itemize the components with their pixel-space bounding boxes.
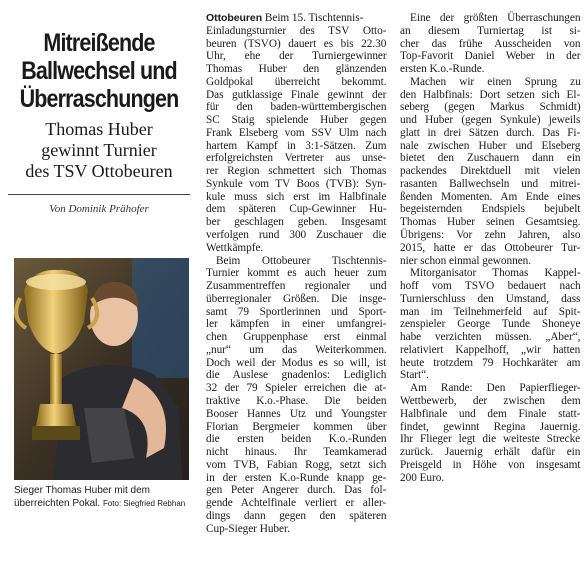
article-line: samt 79 Sportlerinnen und Sport- (206, 305, 387, 318)
article-line: Eine der größten Überraschungen (410, 12, 581, 24)
trophy-photo-illustration (14, 258, 189, 480)
article-line: Synkule vom TV Boos (TVB): Syn- (206, 177, 387, 190)
article-line: zurück. Jauernig erhält dafür ein (400, 446, 581, 459)
divider (8, 194, 190, 195)
article-line: verfolgen rund 300 Zuschauer die (206, 229, 387, 242)
article-line: gen Peter Angerer durch. Das fol- (206, 484, 387, 497)
article-column-1 (206, 12, 388, 535)
article-line: vom TVB, Fabian Rogg, setzt sich (206, 458, 387, 471)
article-line: Cup-Sieger Huber. (206, 522, 290, 535)
article-line: Zusammentreffen regionaler und (206, 280, 387, 293)
article-line: Top-Favorit Daniel Weber in der (400, 50, 581, 63)
article-line: erfolgreichsten Vertreter aus unse- (206, 152, 387, 165)
article-line: ersten K.o.-Runde. (400, 63, 485, 76)
article-line: SC Staig spielende Huber gegen (206, 114, 387, 127)
article-line: begeisternden Endspiels bejubelt (400, 203, 581, 216)
subheadline-line: gewinnt Turnier (41, 140, 157, 160)
dateline: Ottobeuren (206, 12, 263, 24)
article-line: habe verzichten müssen. „Aber“, (400, 331, 581, 344)
article-line: Ottobeuren Beim 15. Tischtennis- (206, 12, 364, 24)
article-line: Übrigens: Vor zehn Jahren, also (400, 229, 581, 242)
headline (19, 29, 179, 113)
article-line: glatt in drei Sätzen durch. Das Fi- (400, 126, 581, 139)
article-line: bietet den Zuschauern dann ein (400, 152, 581, 165)
article-line: hartem Kampf in 3:1-Sätzen. Zum (206, 139, 387, 152)
photo-caption (14, 484, 190, 510)
article-line: Turnierschluss den Umstand, dass (400, 292, 581, 305)
article-line: Thomas Huber seinen Gesamtsieg. (400, 216, 581, 229)
article-line: Doch weil der Modus es so will, ist (206, 356, 387, 369)
article-line: für den baden-württembergischen (206, 101, 387, 114)
article-line: kule muss sich erst im Halbfinale (206, 190, 387, 203)
article-line: Ihr Flieger legt die weiteste Strecke (400, 433, 581, 446)
article-line: Wettkämpfe. (206, 241, 264, 254)
article-line: die Auslese gnadenlos: Lediglich (206, 369, 387, 382)
article-line: gende Achtelfinale verliert er aller- (206, 497, 387, 510)
article-line: ler kämpfen in einer umfangrei- (206, 318, 387, 331)
article-line: ßenden Momenten. Am Ende eines (400, 190, 581, 203)
article-line: Booser Hannes Utz und Youngster (206, 407, 387, 420)
article-line: seberg (gegen Markus Schmidt) (400, 101, 581, 114)
subheadline (6, 119, 192, 182)
article-line: ber geschlagen geben. Insgesamt (206, 216, 387, 229)
article-line: dem späteren Cup-Gewinner Hu- (206, 203, 387, 216)
headline-line: Mitreißende (43, 29, 155, 57)
article-line: den Halbfinals: Dort setzen sich El- (400, 88, 581, 101)
article-line: Florian Bergmeier kommen über (206, 420, 387, 433)
article-line: 200 Euro. (400, 471, 445, 484)
article-line: rasanten Ballwechseln und mitrei- (400, 177, 581, 190)
article-line: Turnier kommt es auch heuer zum (206, 267, 387, 280)
article-line: und Huber (gegen Synkule) jeweils (400, 114, 581, 127)
photo-credit: Foto: Siegfried Rebhan (102, 499, 186, 508)
article-line: rer Region schmettert sich Thomas (206, 165, 387, 178)
article-column-2 (400, 12, 582, 484)
article-line: beuren (TSVO) dauert es bis 22.30 (206, 37, 387, 50)
article-line: Halbfinale und dem Finale statt- (400, 407, 581, 420)
article-line: chen Gruppenphase erst einmal (206, 331, 387, 344)
article-line: relativiert Kappelhoff, „wir hatten (400, 343, 581, 356)
article-line: Einladungsturnier des TSV Otto- (206, 24, 387, 37)
article-line: 2015, hatte er das Ottobeurer Tur- (400, 241, 581, 254)
article-line: nier schon einmal gewonnen. (400, 254, 532, 267)
article-line: die ersten beiden K.o.-Runden (206, 433, 387, 446)
headline-line: Überraschungen (19, 85, 179, 113)
winner-photo (14, 258, 189, 480)
article-line: zenspieler George Tunde Shoneye (400, 318, 581, 331)
caption-text: Sieger Thomas Huber mit dem überreichten Pokal. (14, 485, 150, 509)
article-line: Machen wir einen Sprung zu (410, 75, 581, 88)
article-line: Start“. (400, 369, 429, 382)
article-line: Thomas Huber den glänzenden (206, 63, 387, 76)
article-line: in der ersten K.o-Runde knapp ge- (206, 471, 387, 484)
article-line: hoff vom TSVO bedauert nach (400, 280, 581, 293)
article-line: Mitorganisator Thomas Kappel- (410, 267, 581, 280)
article-line: überregionaler Größen. Die insge- (206, 292, 387, 305)
article-line: packendes Direktduell mit vielen (400, 165, 581, 178)
headline-line: Ballwechsel und (21, 57, 177, 85)
subheadline-line: Thomas Huber (45, 119, 153, 139)
article-line: Uhr, ehe der Turniergewinner (206, 50, 387, 63)
article-line: 32 der 79 Spieler erreichen die at- (206, 382, 387, 395)
article-line: Goldpokal überreicht bekommt. (206, 75, 387, 88)
author-byline: Von Dominik Prähofer (49, 203, 149, 215)
article-line: Beim Ottobeurer Tischtennis- (216, 254, 387, 267)
article-line: „nur“ um das Weiterkommen. (206, 343, 387, 356)
article-line: Wettbewerb, der zwischen dem (400, 394, 581, 407)
subheadline-line: des TSV Ottobeuren (25, 161, 173, 181)
article-line: Frank Elseberg vom SSV Ulm nach (206, 126, 387, 139)
article-line: Preisgeld in Höhe von insgesamt (400, 458, 581, 471)
article-line: nale zwischen Huber und Elseberg (400, 139, 581, 152)
article-line: Am Rande: Den Papierflieger- (410, 382, 581, 395)
article-line: dings dann gegen den späteren (206, 509, 387, 522)
article-line: an diesem Turniertag ist si- (400, 24, 581, 37)
article-line: nicht hinaus. Ihr Teamkamerad (206, 446, 387, 459)
article-line: Das gutklassige Finale gewinnt der (206, 88, 387, 101)
article-line: cher das frühe Ausscheiden von (400, 37, 581, 50)
article-line: traktive K.o.-Phase. Die beiden (206, 394, 387, 407)
article-line: heute trotzdem 79 Hochkaräter am (400, 356, 581, 369)
article-line: findet, gewinnt Regina Jauernig. (400, 420, 581, 433)
article-line: man im Teilnehmerfeld auf Spit- (400, 305, 581, 318)
